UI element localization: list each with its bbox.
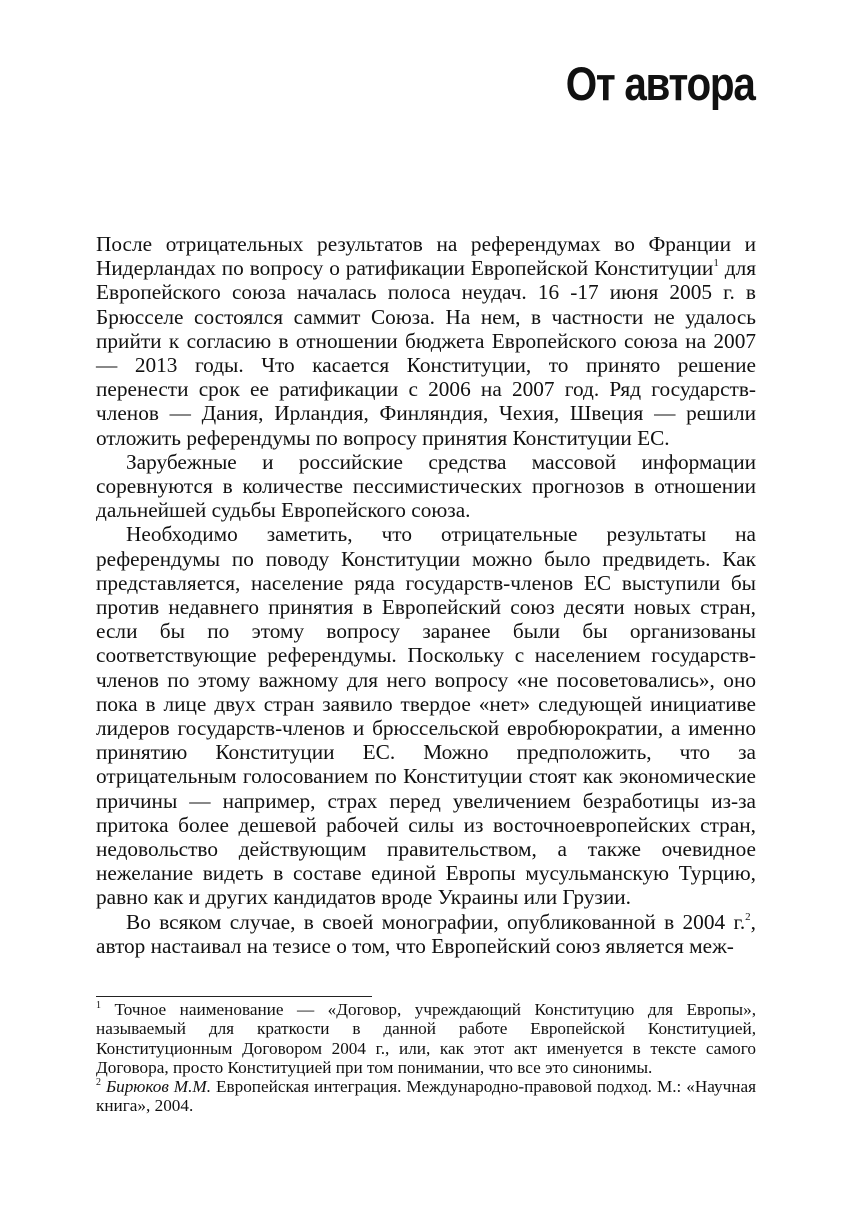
footnote-divider xyxy=(96,996,372,997)
main-text xyxy=(96,232,756,958)
paragraph-2: Зарубежные и российские средства массовой информации соревнуются в количестве пессимистических прогнозов в отношении дальнейшей судьбы Европейского союза. xyxy=(96,449,756,523)
paragraph-4-start: Во всяком случае, в своей монографии, опубликованной в 2004 г. xyxy=(126,909,746,934)
footnotes xyxy=(96,1000,756,1116)
paragraph-1 xyxy=(96,232,756,450)
footnote-ref-1: 1 xyxy=(713,257,719,270)
footnote-1 xyxy=(96,1000,756,1077)
paragraph-1-end: для Европейского союза началась полоса неудач. 16 -17 июня 2005 г. в Брюсселе состоялся саммит Союза. На нем, в частности не удалось прийти к согласию в отношении бюджета Европейского союза на 2007 — 2013 годы. Что касается Конституции, то принято решение перенести срок ее ратификации с 2006 на 2007 год. Ряд государств-членов — Дания, Ирландия, Финляндия, Чехия, Швеция — решили отложить референдумы по вопросу принятия Конституции ЕС. xyxy=(96,256,756,450)
footnote-2 xyxy=(96,1077,756,1116)
footnote-ref-2: 2 xyxy=(745,910,751,923)
page-title: От автора xyxy=(566,57,755,110)
paragraph-4 xyxy=(96,910,756,958)
paragraph-1-start: После отрицательных результатов на референдумах во Франции и Нидерландах по вопросу о ратификации Европейской Конституции xyxy=(96,232,756,281)
footnote-2-author: Бирюков М.М. xyxy=(101,1077,212,1097)
paragraph-4-end: , автор настаивал на тезисе о том, что Европейский союз является меж- xyxy=(96,909,756,958)
footnote-1-number: 1 xyxy=(96,1000,101,1011)
footnote-1-text: Точное наименование — «Договор, учреждающий Конституцию для Европы», называемый для краткости в данной работе Европейской Конституцией, Конституционным Договором 2004 г., или, как этот акт именуется в тексте самого Договора, просто Конституцией при том понимании, что все это синонимы. xyxy=(96,1000,756,1077)
footnote-2-text: Европейская интеграция. Международно-правовой подход. М.: «Научная книга», 2004. xyxy=(96,1077,756,1116)
paragraph-3: Необходимо заметить, что отрицательные результаты на референдумы по поводу Конституции можно было предвидеть. Как представляется, население ряда государств-членов ЕС выступили бы против недавнего принятия в Европейский союз десяти новых стран, если бы по этому вопросу заранее были бы организованы соответствующие референдумы. Поскольку с населением государств-членов по этому важному для него вопросу «не посоветовались», оно пока в лице двух стран заявило твердое «нет» следующей инициативе лидеров государств-членов и брюссельской евробюрократии, а именно принятию Конституции ЕС. Можно предположить, что за отрицательным голосованием по Конституции стоят как экономические причины — например, страх перед увеличением безработицы из-за притока более дешевой рабочей силы из восточноевропейских стран, недовольство действующим правительством, а также очевидное нежелание видеть в составе единой Европы мусульманскую Турцию, равно как и других кандидатов вроде Украины или Грузии. xyxy=(96,522,756,910)
footnote-2-number: 2 xyxy=(96,1077,101,1089)
